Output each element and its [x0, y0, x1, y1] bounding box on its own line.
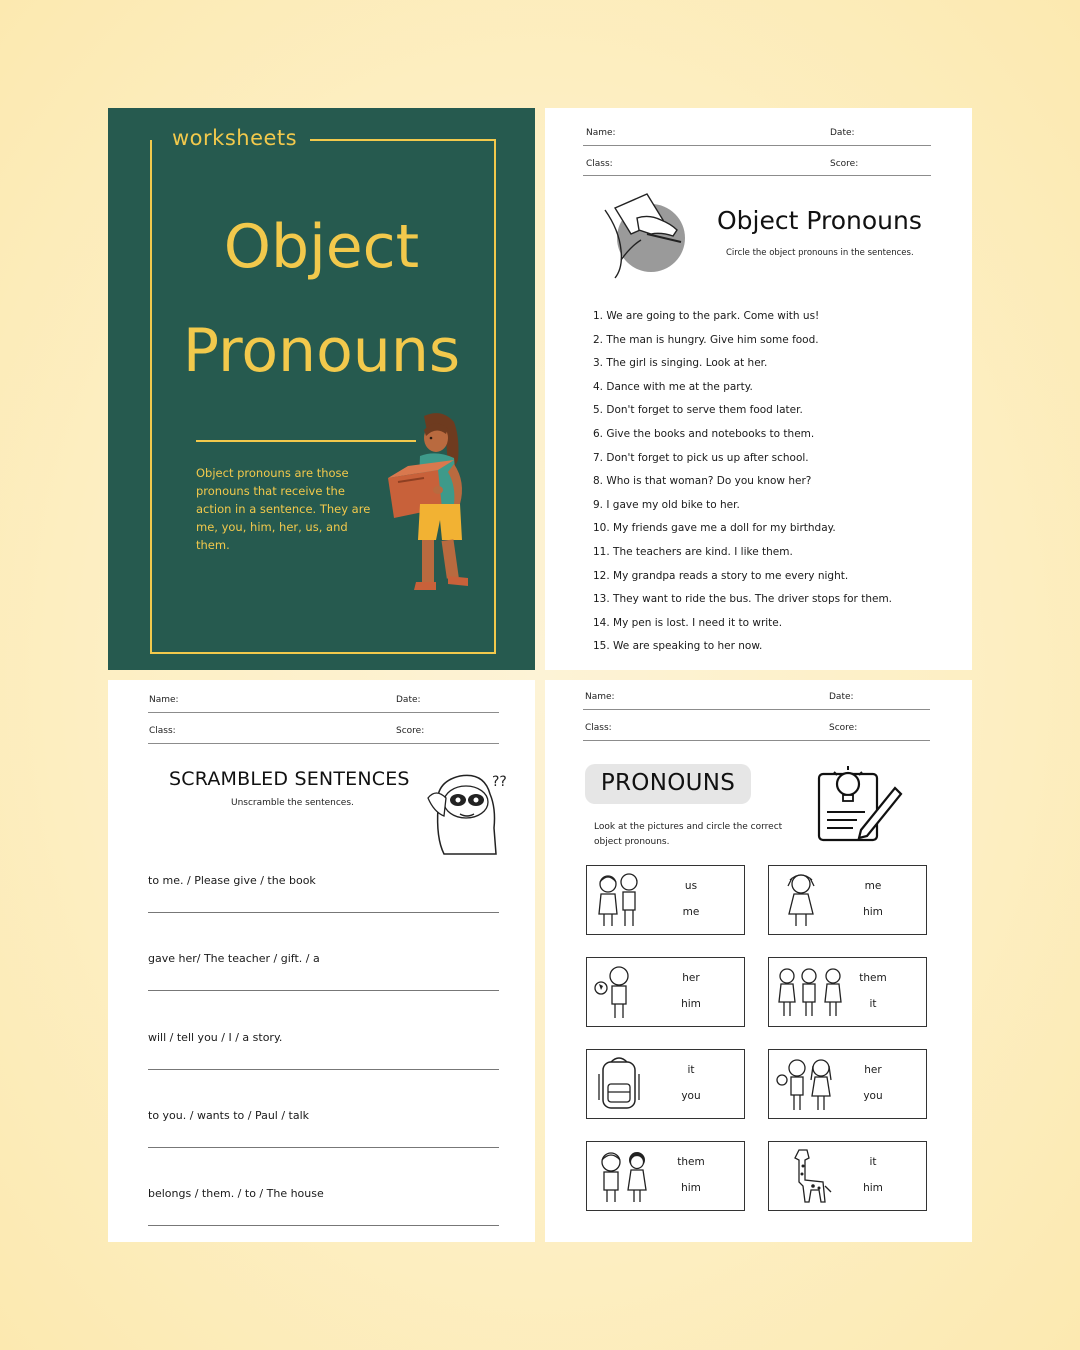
- pronoun-option[interactable]: him: [863, 1182, 883, 1194]
- score-label: Score:: [829, 723, 858, 733]
- pronoun-option[interactable]: her: [864, 1064, 882, 1076]
- header-line: [583, 709, 930, 710]
- hand-writing-illustration: [601, 190, 693, 282]
- confused-sloth-illustration: [424, 768, 514, 856]
- scrambled-item: [148, 874, 499, 887]
- sentence-list: [593, 310, 953, 664]
- list-item: 6. Give the books and notebooks to them.: [593, 427, 815, 440]
- list-item: 14. My pen is lost. I need it to write.: [593, 616, 783, 629]
- pronoun-option[interactable]: him: [681, 998, 701, 1010]
- picture-box: [768, 957, 927, 1027]
- date-label: Date:: [829, 692, 854, 702]
- boy-with-ball-picture: [593, 962, 645, 1022]
- header-line: [583, 175, 931, 176]
- list-item: 15. We are speaking to her now.: [593, 640, 763, 653]
- scrambled-sentences-worksheet: [108, 680, 535, 1242]
- pronoun-option[interactable]: it: [869, 1156, 877, 1168]
- list-item: 13. They want to ride the bus. The driver stops for them.: [593, 593, 893, 606]
- pronoun-option[interactable]: me: [682, 906, 700, 918]
- pronoun-option[interactable]: you: [681, 1090, 701, 1102]
- list-item: 3. The girl is singing. Look at her.: [593, 357, 768, 370]
- date-label: Date:: [396, 695, 421, 705]
- answer-line[interactable]: [148, 912, 499, 913]
- header-line: [148, 743, 499, 744]
- picture-box: [768, 1049, 927, 1119]
- cover-title-line2: Pronouns: [182, 316, 461, 386]
- scrambled-item: [148, 1187, 499, 1200]
- pronoun-option[interactable]: him: [863, 906, 883, 918]
- girl-picture: [775, 870, 827, 930]
- worksheet-title: Object Pronouns: [717, 206, 922, 235]
- list-item: 7. Don't forget to pick us up after school.: [593, 451, 809, 464]
- cover-frame: [310, 139, 496, 141]
- cover-divider: [196, 440, 416, 442]
- scrambled-words: belongs / them. / to / The house: [148, 1187, 324, 1200]
- score-label: Score:: [396, 726, 425, 736]
- scrambled-item: [148, 952, 499, 965]
- pronoun-option[interactable]: him: [681, 1182, 701, 1194]
- class-label: Class:: [149, 726, 176, 736]
- three-kids-picture: [775, 962, 855, 1022]
- worksheet-subtitle: Unscramble the sentences.: [231, 798, 354, 808]
- scrambled-item: [148, 1109, 499, 1122]
- worksheet-title: PRONOUNS: [600, 770, 736, 796]
- cover-title-line1: Object: [223, 212, 420, 282]
- boy-and-girl-picture: [593, 1146, 657, 1206]
- list-item: 5. Don't forget to serve them food later.: [593, 404, 803, 417]
- boy-and-girl-with-ball-picture: [775, 1054, 839, 1114]
- list-item: 11. The teachers are kind. I like them.: [593, 545, 793, 558]
- list-item: 1. We are going to the park. Come with us!: [593, 310, 820, 322]
- title-pill: [585, 764, 751, 804]
- scrambled-words: to you. / wants to / Paul / talk: [148, 1109, 310, 1122]
- class-label: Class:: [585, 723, 612, 733]
- picture-box: [586, 1049, 745, 1119]
- worksheet-subtitle: Circle the object pronouns in the sentences.: [726, 248, 914, 258]
- header-line: [583, 740, 930, 741]
- girl-with-box-illustration: [384, 408, 484, 598]
- list-item: 8. Who is that woman? Do you know her?: [593, 475, 812, 488]
- pronoun-option[interactable]: her: [682, 972, 700, 984]
- picture-box: [586, 1141, 745, 1211]
- cover-frame: [150, 652, 496, 654]
- picture-box: [586, 957, 745, 1027]
- answer-line[interactable]: [148, 1147, 499, 1148]
- lightbulb-clipboard-icon: [813, 762, 905, 844]
- name-label: Name:: [586, 128, 616, 138]
- scrambled-words: to me. / Please give / the book: [148, 874, 316, 887]
- object-pronouns-worksheet: [545, 108, 972, 670]
- list-item: 9. I gave my old bike to her.: [593, 498, 740, 511]
- instructions: Look at the pictures and circle the correct object pronouns.: [594, 822, 783, 847]
- date-label: Date:: [830, 128, 855, 138]
- cover-page: [108, 108, 535, 670]
- score-label: Score:: [830, 159, 859, 169]
- class-label: Class:: [586, 159, 613, 169]
- boy-and-girl-picture: [593, 870, 645, 930]
- list-item: 12. My grandpa reads a story to me every night.: [593, 569, 849, 582]
- answer-line[interactable]: [148, 1069, 499, 1070]
- list-item: 4. Dance with me at the party.: [593, 380, 753, 393]
- picture-box: [768, 1141, 927, 1211]
- scrambled-item: [148, 1031, 499, 1044]
- worksheet-title: SCRAMBLED SENTENCES: [169, 768, 410, 790]
- pronoun-option[interactable]: it: [687, 1064, 695, 1076]
- scrambled-words: gave her/ The teacher / gift. / a: [148, 952, 320, 965]
- svg-text:??: ??: [492, 774, 507, 790]
- backpack-picture: [593, 1054, 645, 1114]
- answer-line[interactable]: [148, 1225, 499, 1226]
- cover-kicker: worksheets: [172, 126, 298, 150]
- name-label: Name:: [149, 695, 179, 705]
- name-label: Name:: [585, 692, 615, 702]
- answer-line[interactable]: [148, 990, 499, 991]
- pronoun-option[interactable]: them: [677, 1156, 705, 1168]
- picture-box: [586, 865, 745, 935]
- pronoun-option[interactable]: me: [864, 880, 882, 892]
- header-line: [583, 145, 931, 146]
- giraffe-picture: [775, 1146, 835, 1206]
- pronoun-option[interactable]: you: [863, 1090, 883, 1102]
- pronouns-pictures-worksheet: [545, 680, 972, 1242]
- list-item: 2. The man is hungry. Give him some food.: [593, 333, 819, 346]
- picture-box: [768, 865, 927, 935]
- pronoun-option[interactable]: it: [869, 998, 877, 1010]
- pronoun-option[interactable]: us: [684, 880, 698, 892]
- pronoun-option[interactable]: them: [859, 972, 887, 984]
- list-item: 10. My friends gave me a doll for my birthday.: [593, 522, 836, 535]
- cover-description: Object pronouns are those pronouns that receive the action in a sentence. They are me, you, him, her, us, and them.: [196, 466, 371, 552]
- header-line: [148, 712, 499, 713]
- scrambled-words: will / tell you / I / a story.: [148, 1031, 283, 1044]
